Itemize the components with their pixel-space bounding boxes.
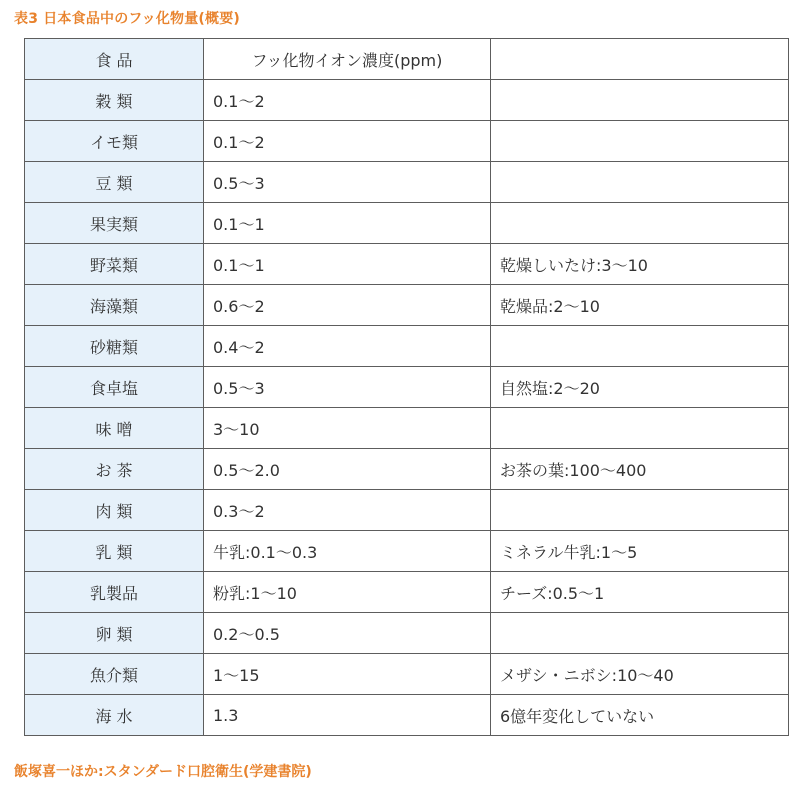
food-name-cell: 卵 類	[25, 613, 204, 654]
note-cell	[491, 408, 789, 449]
table-row	[25, 244, 789, 285]
concentration-cell: 0.1〜1	[204, 244, 491, 285]
header-concentration: フッ化物イオン濃度(ppm)	[204, 39, 491, 80]
concentration-cell: 1〜15	[204, 654, 491, 695]
note-cell: 6億年変化していない	[491, 695, 789, 736]
note-cell: 乾燥しいたけ:3〜10	[491, 244, 789, 285]
note-cell	[491, 613, 789, 654]
food-name-cell: 海藻類	[25, 285, 204, 326]
concentration-cell: 0.6〜2	[204, 285, 491, 326]
table-row	[25, 572, 789, 613]
note-cell: 自然塩:2〜20	[491, 367, 789, 408]
note-cell	[491, 326, 789, 367]
food-name-cell: 果実類	[25, 203, 204, 244]
table-row	[25, 449, 789, 490]
food-name-cell: 海 水	[25, 695, 204, 736]
food-name-cell: 味 噌	[25, 408, 204, 449]
table-row	[25, 326, 789, 367]
food-name-cell: 魚介類	[25, 654, 204, 695]
table-caption: 表3 日本食品中のフッ化物量(概要)	[14, 11, 241, 27]
table-row	[25, 285, 789, 326]
concentration-cell: 0.5〜2.0	[204, 449, 491, 490]
concentration-cell: 1.3	[204, 695, 491, 736]
header-notes	[491, 39, 789, 80]
note-cell	[491, 80, 789, 121]
note-cell: ミネラル牛乳:1〜5	[491, 531, 789, 572]
concentration-cell: 0.5〜3	[204, 162, 491, 203]
fluoride-table	[24, 38, 789, 736]
note-cell	[491, 121, 789, 162]
table-row	[25, 121, 789, 162]
source-citation: 飯塚喜一ほか:スタンダード口腔衛生(学建書院)	[14, 764, 312, 780]
food-name-cell: 乳 類	[25, 531, 204, 572]
table-row	[25, 613, 789, 654]
food-name-cell: 砂糖類	[25, 326, 204, 367]
concentration-cell: 0.1〜1	[204, 203, 491, 244]
concentration-cell: 0.5〜3	[204, 367, 491, 408]
table-row	[25, 654, 789, 695]
concentration-cell: 牛乳:0.1〜0.3	[204, 531, 491, 572]
note-cell	[491, 203, 789, 244]
table-header-row	[25, 39, 789, 80]
food-name-cell: 豆 類	[25, 162, 204, 203]
table-row	[25, 162, 789, 203]
note-cell: チーズ:0.5〜1	[491, 572, 789, 613]
note-cell	[491, 490, 789, 531]
concentration-cell: 3〜10	[204, 408, 491, 449]
table-row	[25, 490, 789, 531]
note-cell: 乾燥品:2〜10	[491, 285, 789, 326]
food-name-cell: イモ類	[25, 121, 204, 162]
concentration-cell: 0.1〜2	[204, 121, 491, 162]
note-cell	[491, 162, 789, 203]
food-name-cell: 乳製品	[25, 572, 204, 613]
food-name-cell: 食卓塩	[25, 367, 204, 408]
table-row	[25, 531, 789, 572]
food-name-cell: お 茶	[25, 449, 204, 490]
note-cell: メザシ・ニボシ:10〜40	[491, 654, 789, 695]
food-name-cell: 野菜類	[25, 244, 204, 285]
concentration-cell: 0.2〜0.5	[204, 613, 491, 654]
table-row	[25, 203, 789, 244]
concentration-cell: 0.1〜2	[204, 80, 491, 121]
table-row	[25, 408, 789, 449]
food-name-cell: 穀 類	[25, 80, 204, 121]
table-row	[25, 695, 789, 736]
concentration-cell: 0.4〜2	[204, 326, 491, 367]
header-food: 食 品	[25, 39, 204, 80]
table-row	[25, 80, 789, 121]
note-cell: お茶の葉:100〜400	[491, 449, 789, 490]
food-name-cell: 肉 類	[25, 490, 204, 531]
concentration-cell: 粉乳:1〜10	[204, 572, 491, 613]
concentration-cell: 0.3〜2	[204, 490, 491, 531]
table-body	[25, 80, 789, 736]
table-row	[25, 367, 789, 408]
